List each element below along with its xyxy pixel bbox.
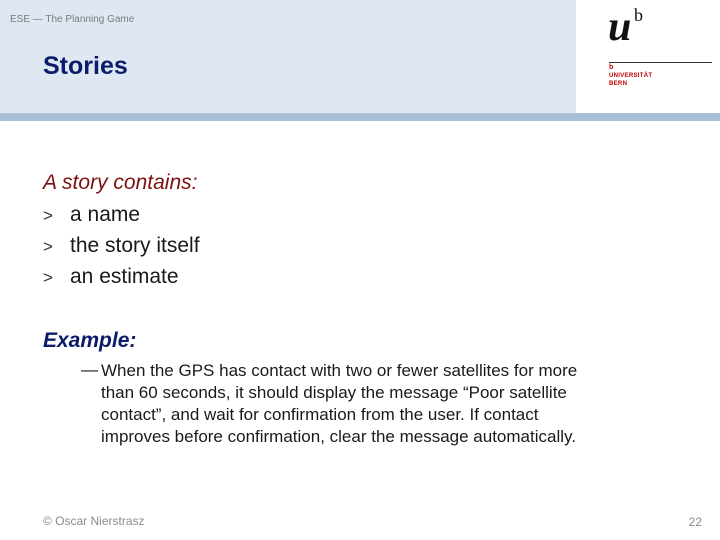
breadcrumb: ESE — The Planning Game: [10, 14, 135, 25]
story-bullet-list: [43, 202, 200, 295]
bullet-text: the story itself: [70, 234, 200, 257]
example-line: When the GPS has contact with two or fewer satellites for more: [101, 361, 578, 380]
example-text: [101, 360, 701, 448]
list-item: [43, 264, 200, 295]
page-title: Stories: [43, 52, 128, 80]
logo-letter-b: b: [634, 5, 643, 25]
example-line: improves before confirmation, clear the message automatically.: [101, 427, 576, 446]
logo-text-line1: UNIVERSITÄT: [609, 73, 653, 79]
example-dash: —: [81, 360, 98, 379]
example-line: contact”, and wait for confirmation from the user. If contact: [101, 405, 539, 424]
example-heading: Example:: [43, 329, 137, 352]
logo-panel: [576, 0, 720, 113]
logo-divider: [609, 62, 712, 63]
header-rule: [0, 113, 720, 121]
bullet-marker: >: [43, 268, 53, 287]
list-item: [43, 233, 200, 264]
story-heading: A story contains:: [43, 171, 198, 194]
footer-author: © Oscar Nierstrasz: [43, 514, 145, 528]
logo-mark: b: [609, 64, 614, 71]
list-item: [43, 202, 200, 233]
page-number: 22: [688, 515, 702, 529]
bullet-marker: >: [43, 237, 53, 256]
example-line: than 60 seconds, it should display the message “Poor satellite: [101, 383, 567, 402]
bullet-text: an estimate: [70, 265, 179, 288]
logo-letter-u: u: [608, 4, 632, 50]
bullet-text: a name: [70, 203, 141, 226]
bullet-marker: >: [43, 206, 53, 225]
logo-text: [609, 72, 652, 88]
logo-text-line2: BERN: [609, 81, 628, 87]
